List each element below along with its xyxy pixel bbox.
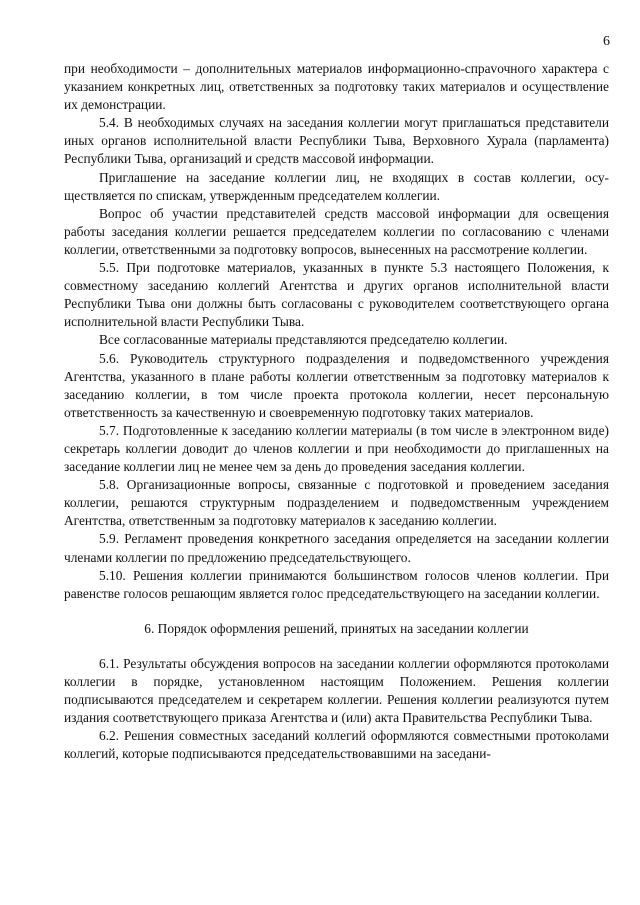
paragraph-media: Вопрос об участии представителей средств массовой информации для освещения работы заседания коллегии решается председателем коллегии по согласованию с членами коллегии, ответственными за подготовку вопросов, вынесенных на рассмотрение коллегии. [64,205,609,257]
paragraph-5-6: 5.6. Руководитель структурного подразделения и подведомственного учреждения Агентства, указанного в плане работы коллегии ответственным за подготовку материалов к заседанию коллегии, в том числе проекта протокола коллегии, несет персональную ответственность за качественную и своевременную подготовку таких материалов. [64,350,609,420]
paragraph-continuation: при необходимости – дополнительных материалов информационно-спраvочного характера с указанием конкретных лиц, ответственных за подготовку таких материалов и осуществление их демонстрации. [64,61,609,113]
paragraph-6-2: 6.2. Решения совместных заседаний коллегий оформляются совместными протоколами коллегий, которые подписываются председательствовавшими на заседани- [64,728,609,762]
paragraph-approved-materials: Все согласованные материалы представляются председателю коллегии. [99,332,508,348]
document-body [64,60,609,763]
paragraph-5-9: 5.9. Регламент проведения конкретного заседания определяется на заседании коллегии членами коллегии по предложению председательствующего. [64,531,609,565]
paragraph-5-4: 5.4. В необходимых случаях на заседания коллегии могут приглашаться представители иных органов исполнительной власти Республики Тыва, Верховного Хурала (парламента) Республики Тыва, организаций и средств массовой информации. [64,115,609,167]
paragraph-6-1: 6.1. Результаты обсуждения вопросов на заседании коллегии оформляются протоколами коллегии в порядке, установленном настоящим Положением. Решения коллегии подписываются председателем и секретарем коллегии. Решения коллегии реализуются путем издания соответствующего приказа Агентства и (или) акта Правительства Республики Тыва. [64,655,609,726]
paragraph-5-7: 5.7. Подготовленные к заседанию коллегии материалы (в том числе в электронном виде) секретарь коллегии доводит до членов коллегии и при необходимости до приглашенных на заседание коллегии лиц не менее чем за день до проведения заседания коллегии. [64,422,609,475]
paragraph-5-8: 5.8. Организационные вопросы, связанные с подготовкой и проведением заседания коллегии, решаются структурным подразделением и подведомственным учреждением Агентства, ответственным за подготовку материалов к заседанию коллегии. [64,477,609,529]
section-heading: 6. Порядок оформления решений, принятых на заседании коллегии [144,620,529,636]
paragraph-invitation: Приглашение на заседание коллегии лиц, не входящих в состав коллегии, осуществляется по спискам, утвержденным председателем коллегии. [64,169,609,203]
page-number: 6 [603,34,610,49]
paragraph-5-5: 5.5. При подготовке материалов, указанных в пункте 5.3 настоящего Положения, к совместному заседанию коллегий Агентства и других органов исполнительной власти Республики Тыва они должны быть согласованы с руководителем соответствующего органа исполнительной власти Республики Тыва. [64,260,609,330]
paragraph-5-10: 5.10. Решения коллегии принимаются большинством голосов членов коллегии. При равенстве голосов решающим является голос председательствующего на заседании коллегии. [64,567,609,601]
